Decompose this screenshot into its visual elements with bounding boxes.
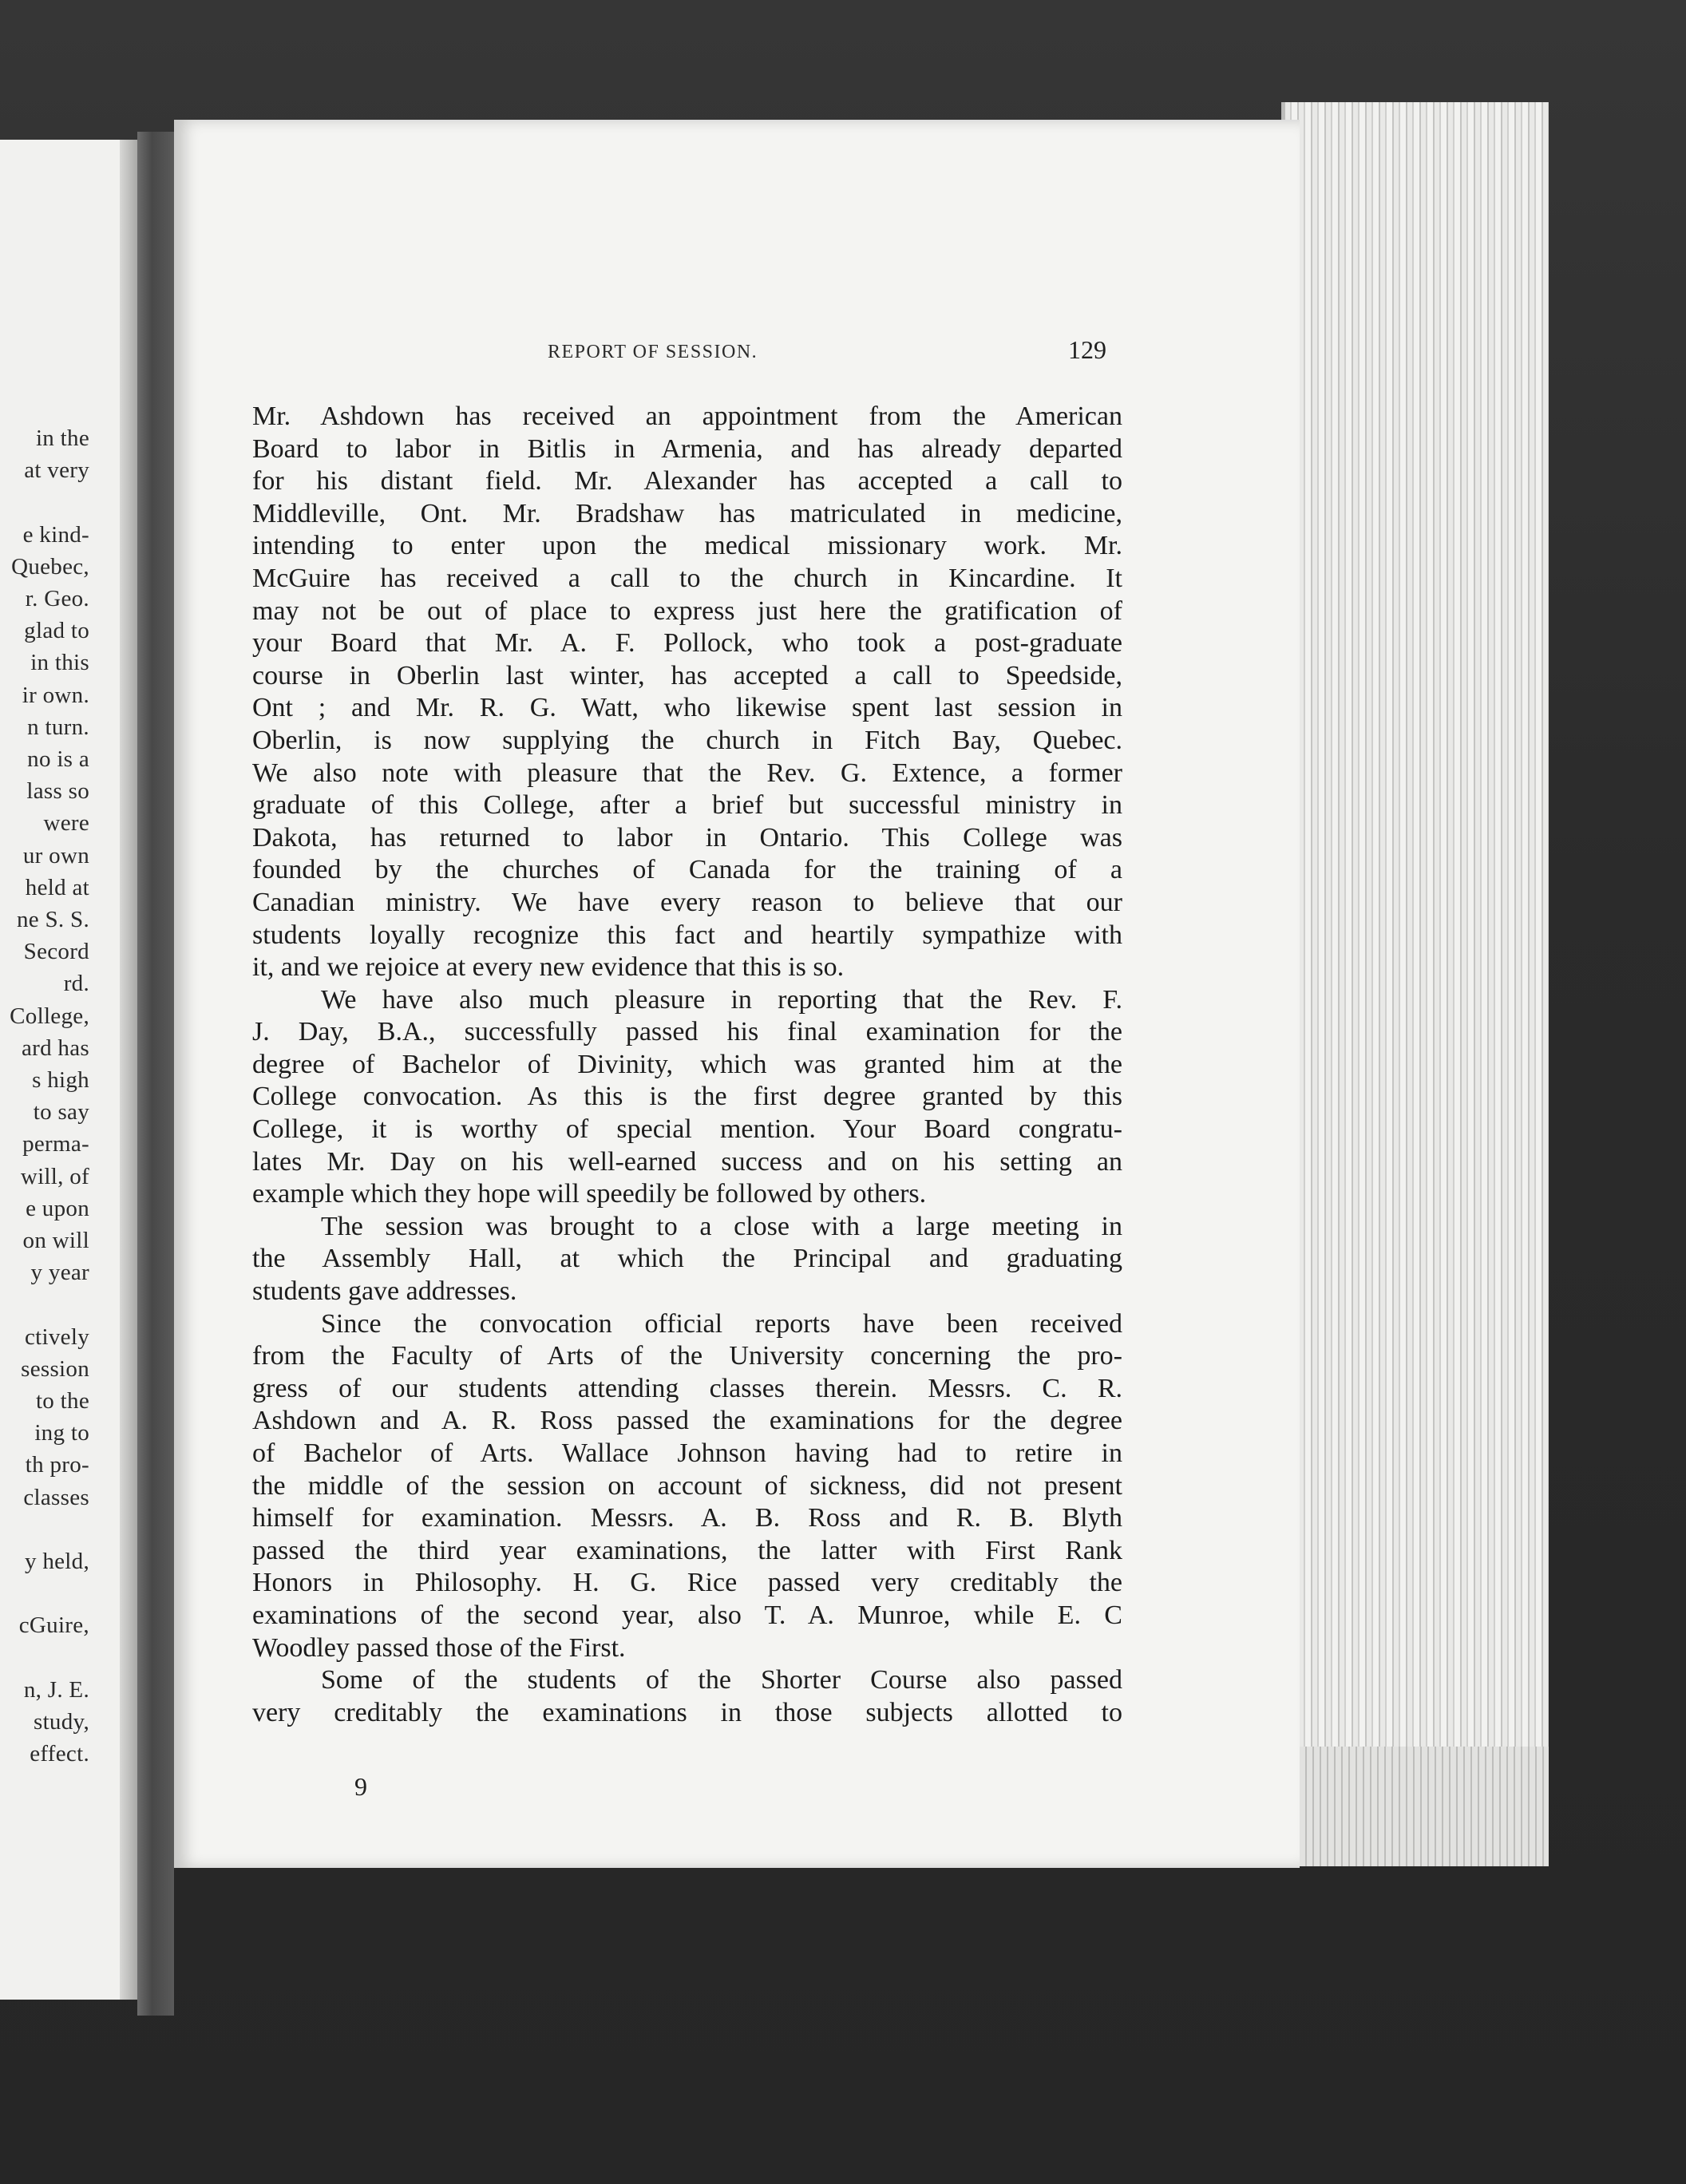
text-line: College convocation. As this is the first degree granted by this	[252, 1082, 1122, 1112]
facing-page-line: rd.	[63, 971, 89, 997]
text-line: the middle of the session on account of sickness, did not present	[252, 1470, 1122, 1501]
facing-page-line: r. Geo.	[25, 586, 89, 611]
facing-page-line: n turn.	[27, 714, 89, 740]
text-line: Ont ; and Mr. R. G. Watt, who likewise spent last session in	[252, 693, 1122, 723]
facing-page-line: ard has	[21, 1035, 89, 1061]
facing-page-line: perma-	[22, 1131, 89, 1157]
text-line: Woodley passed those of the First.	[252, 1632, 626, 1663]
text-line: Some of the students of the Shorter Course also passed	[321, 1665, 1122, 1695]
facing-page-line: were	[43, 810, 89, 837]
text-line: example which they hope will speedily be followed by others.	[252, 1179, 927, 1209]
facing-page-line: to say	[33, 1099, 89, 1126]
text-line: for his distant field. Mr. Alexander has accepted a call to	[252, 466, 1122, 497]
text-line: intending to enter upon the medical missionary work. Mr.	[252, 531, 1122, 561]
text-line: Ashdown and A. R. Ross passed the examinations for the degree	[252, 1406, 1122, 1436]
book-spine	[137, 132, 174, 2016]
text-line: lates Mr. Day on his well-earned success and on his setting an	[252, 1146, 1122, 1177]
text-line: students gave addresses.	[252, 1276, 517, 1307]
text-line: passed the third year examinations, the latter with First Rank	[252, 1535, 1122, 1565]
text-line: J. Day, B.A., successfully passed his final examination for the	[252, 1017, 1122, 1047]
facing-page-line: y year	[30, 1260, 89, 1286]
facing-page-line: th pro-	[25, 1452, 89, 1478]
page-block-edges-lower	[1285, 1747, 1549, 1866]
text-line: We also note with pleasure that the Rev. G. Extence, a former	[252, 758, 1122, 788]
text-line: McGuire has received a call to the church in Kincardine. It	[252, 563, 1122, 593]
facing-page-line: no is a	[27, 746, 89, 772]
text-line: students loyally recognize this fact and heartily sympathize with	[252, 920, 1122, 950]
text-line: course in Oberlin last winter, has accepted a call to Speedside,	[252, 660, 1122, 690]
text-line: Since the convocation official reports have been received	[321, 1308, 1122, 1339]
facing-page-line: study,	[33, 1709, 89, 1735]
signature-mark: 9	[354, 1772, 367, 1801]
text-line: from the Faculty of Arts of the University concerning the pro-	[252, 1341, 1122, 1371]
facing-page-line: e kind-	[22, 521, 89, 548]
text-line: Mr. Ashdown has received an appointment from the American	[252, 402, 1122, 431]
facing-page-line: n, J. E.	[23, 1676, 89, 1703]
previous-page-fragment	[0, 140, 137, 2000]
facing-page-line: s high	[32, 1067, 89, 1093]
facing-page-line: classes	[23, 1484, 89, 1510]
text-line: Canadian ministry. We have every reason to believe that our	[252, 887, 1122, 917]
facing-page-line: ne S. S.	[16, 907, 89, 932]
facing-page-line: in this	[30, 650, 89, 676]
text-line: examinations of the second year, also T. A. Munroe, while E. C	[252, 1600, 1122, 1630]
page-body-text	[252, 401, 1122, 1729]
facing-page-line: in the	[35, 425, 89, 451]
text-line: Honors in Philosophy. H. G. Rice passed very creditably the	[252, 1568, 1122, 1598]
facing-page-line: glad to	[24, 618, 89, 644]
facing-page-line: on will	[22, 1228, 89, 1253]
facing-page-line: ir own.	[22, 682, 89, 708]
facing-page-line: y held,	[24, 1549, 89, 1574]
facing-page-line: will, of	[20, 1163, 89, 1189]
facing-page-line: to the	[35, 1388, 89, 1414]
text-line: the Assembly Hall, at which the Principal and graduating	[252, 1244, 1122, 1274]
facing-page-line: lass so	[26, 778, 89, 805]
facing-page-line: at very	[24, 457, 89, 484]
facing-page-line: ur own	[22, 842, 89, 868]
text-line: founded by the churches of Canada for the training of a	[252, 855, 1122, 885]
text-line: degree of Bachelor of Divinity, which was granted him at the	[252, 1049, 1122, 1079]
text-line: Board to labor in Bitlis in Armenia, and has already departed	[252, 433, 1122, 464]
facing-page-line: College,	[10, 1003, 89, 1029]
page-block-edges	[1285, 102, 1549, 1747]
facing-page-line: effect.	[30, 1741, 89, 1767]
facing-page-line: cGuire,	[18, 1612, 89, 1639]
text-line: graduate of this College, after a brief but successful ministry in	[252, 790, 1122, 821]
running-head: REPORT OF SESSION.	[548, 342, 758, 362]
text-line: Dakota, has returned to labor in Ontario. This College was	[252, 822, 1122, 853]
facing-page-line: ctively	[24, 1323, 89, 1350]
text-line: Oberlin, is now supplying the church in Fitch Bay, Quebec.	[252, 725, 1122, 755]
text-line: your Board that Mr. A. F. Pollock, who took a post-graduate	[252, 628, 1122, 659]
facing-page-line: ing to	[34, 1420, 89, 1446]
text-line: himself for examination. Messrs. A. B. Ross and R. B. Blyth	[252, 1503, 1122, 1533]
text-line: The session was brought to a close with a large meeting in	[321, 1211, 1122, 1241]
left-page-gutter	[120, 140, 137, 2000]
text-line: may not be out of place to express just here the gratification of	[252, 595, 1122, 626]
page-number: 129	[1068, 335, 1106, 364]
text-line: of Bachelor of Arts. Wallace Johnson having had to retire in	[252, 1438, 1122, 1468]
text-line: it, and we rejoice at every new evidence that this is so.	[252, 952, 845, 983]
text-line: gress of our students attending classes therein. Messrs. C. R.	[252, 1373, 1122, 1403]
text-line: Middleville, Ont. Mr. Bradshaw has matriculated in medicine,	[252, 498, 1122, 528]
facing-page-line: e upon	[26, 1195, 89, 1221]
text-line: College, it is worthy of special mention. Your Board congratu-	[252, 1114, 1122, 1145]
facing-page-line: held at	[25, 874, 89, 900]
facing-page-line: Quebec,	[11, 553, 89, 580]
facing-page-line: session	[21, 1355, 89, 1382]
text-line: very creditably the examinations in those subjects allotted to	[252, 1697, 1122, 1727]
facing-page-line: Secord	[23, 939, 89, 965]
text-line: We have also much pleasure in reporting that the Rev. F.	[321, 984, 1122, 1015]
